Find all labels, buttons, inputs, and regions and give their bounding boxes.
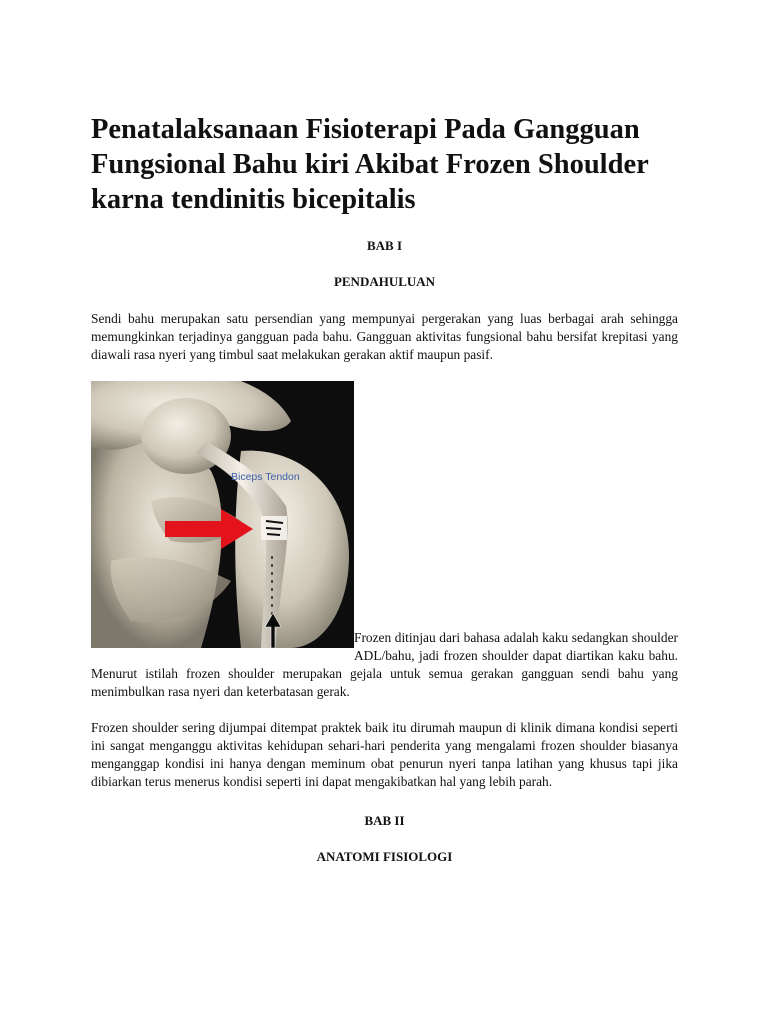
chapter2-label: BAB II [364, 813, 405, 828]
paragraph-intro: Sendi bahu merupakan satu persendian yang mempunyai pergerakan yang luas berbagai arah sehingga memungkinkan terjadinya gangguan pada bahu. Gangguan aktivitas fungsional bahu bersifat krepitasi yang diawali rasa nyeri yang timbul saat melakukan gerakan aktif maupun pasif. [91, 311, 678, 362]
biceps-tendon-label: Biceps Tendon [231, 471, 300, 483]
figure-block [91, 381, 678, 701]
chapter2-title: ANATOMI FISIOLOGI [316, 849, 453, 864]
paragraph-frozen-definition: Frozen ditinjau dari bahasa adalah kaku sedangkan shoulder ADL/bahu, jadi frozen shoulder dapat diartikan kaku bahu. Menurut istilah frozen shoulder merupakan gejala untuk semua gerakan gangguan sendi bahu yang menimbulkan rasa nyeri dan keterbatasan gerak. [91, 630, 678, 699]
chapter1-label: BAB I [366, 238, 403, 253]
chapter1-title: PENDAHULUAN [333, 274, 436, 289]
shoulder-anatomy-image [91, 381, 354, 648]
shoulder-illustration [91, 381, 354, 648]
document-page [91, 112, 678, 865]
paragraph-frozen-practice: Frozen shoulder sering dijumpai ditempat praktek baik itu dirumah maupun di klinik dimana kondisi seperti ini sangat menganggu aktivitas kehidupan sehari-hari penderita yang mengalami frozen shoulder biasanya menganggap kondisi ini hanya dengan meminum obat penurun nyeri tanpa latihan yang khusus tapi jika dibiarkan terus menerus kondisi seperti ini dapat mengakibatkan hal yang lebih parah. [91, 720, 678, 789]
document-title: Penatalaksanaan Fisioterapi Pada Gangguan Fungsional Bahu kiri Akibat Frozen Shoulder karna tendinitis bicepitalis [91, 114, 649, 215]
